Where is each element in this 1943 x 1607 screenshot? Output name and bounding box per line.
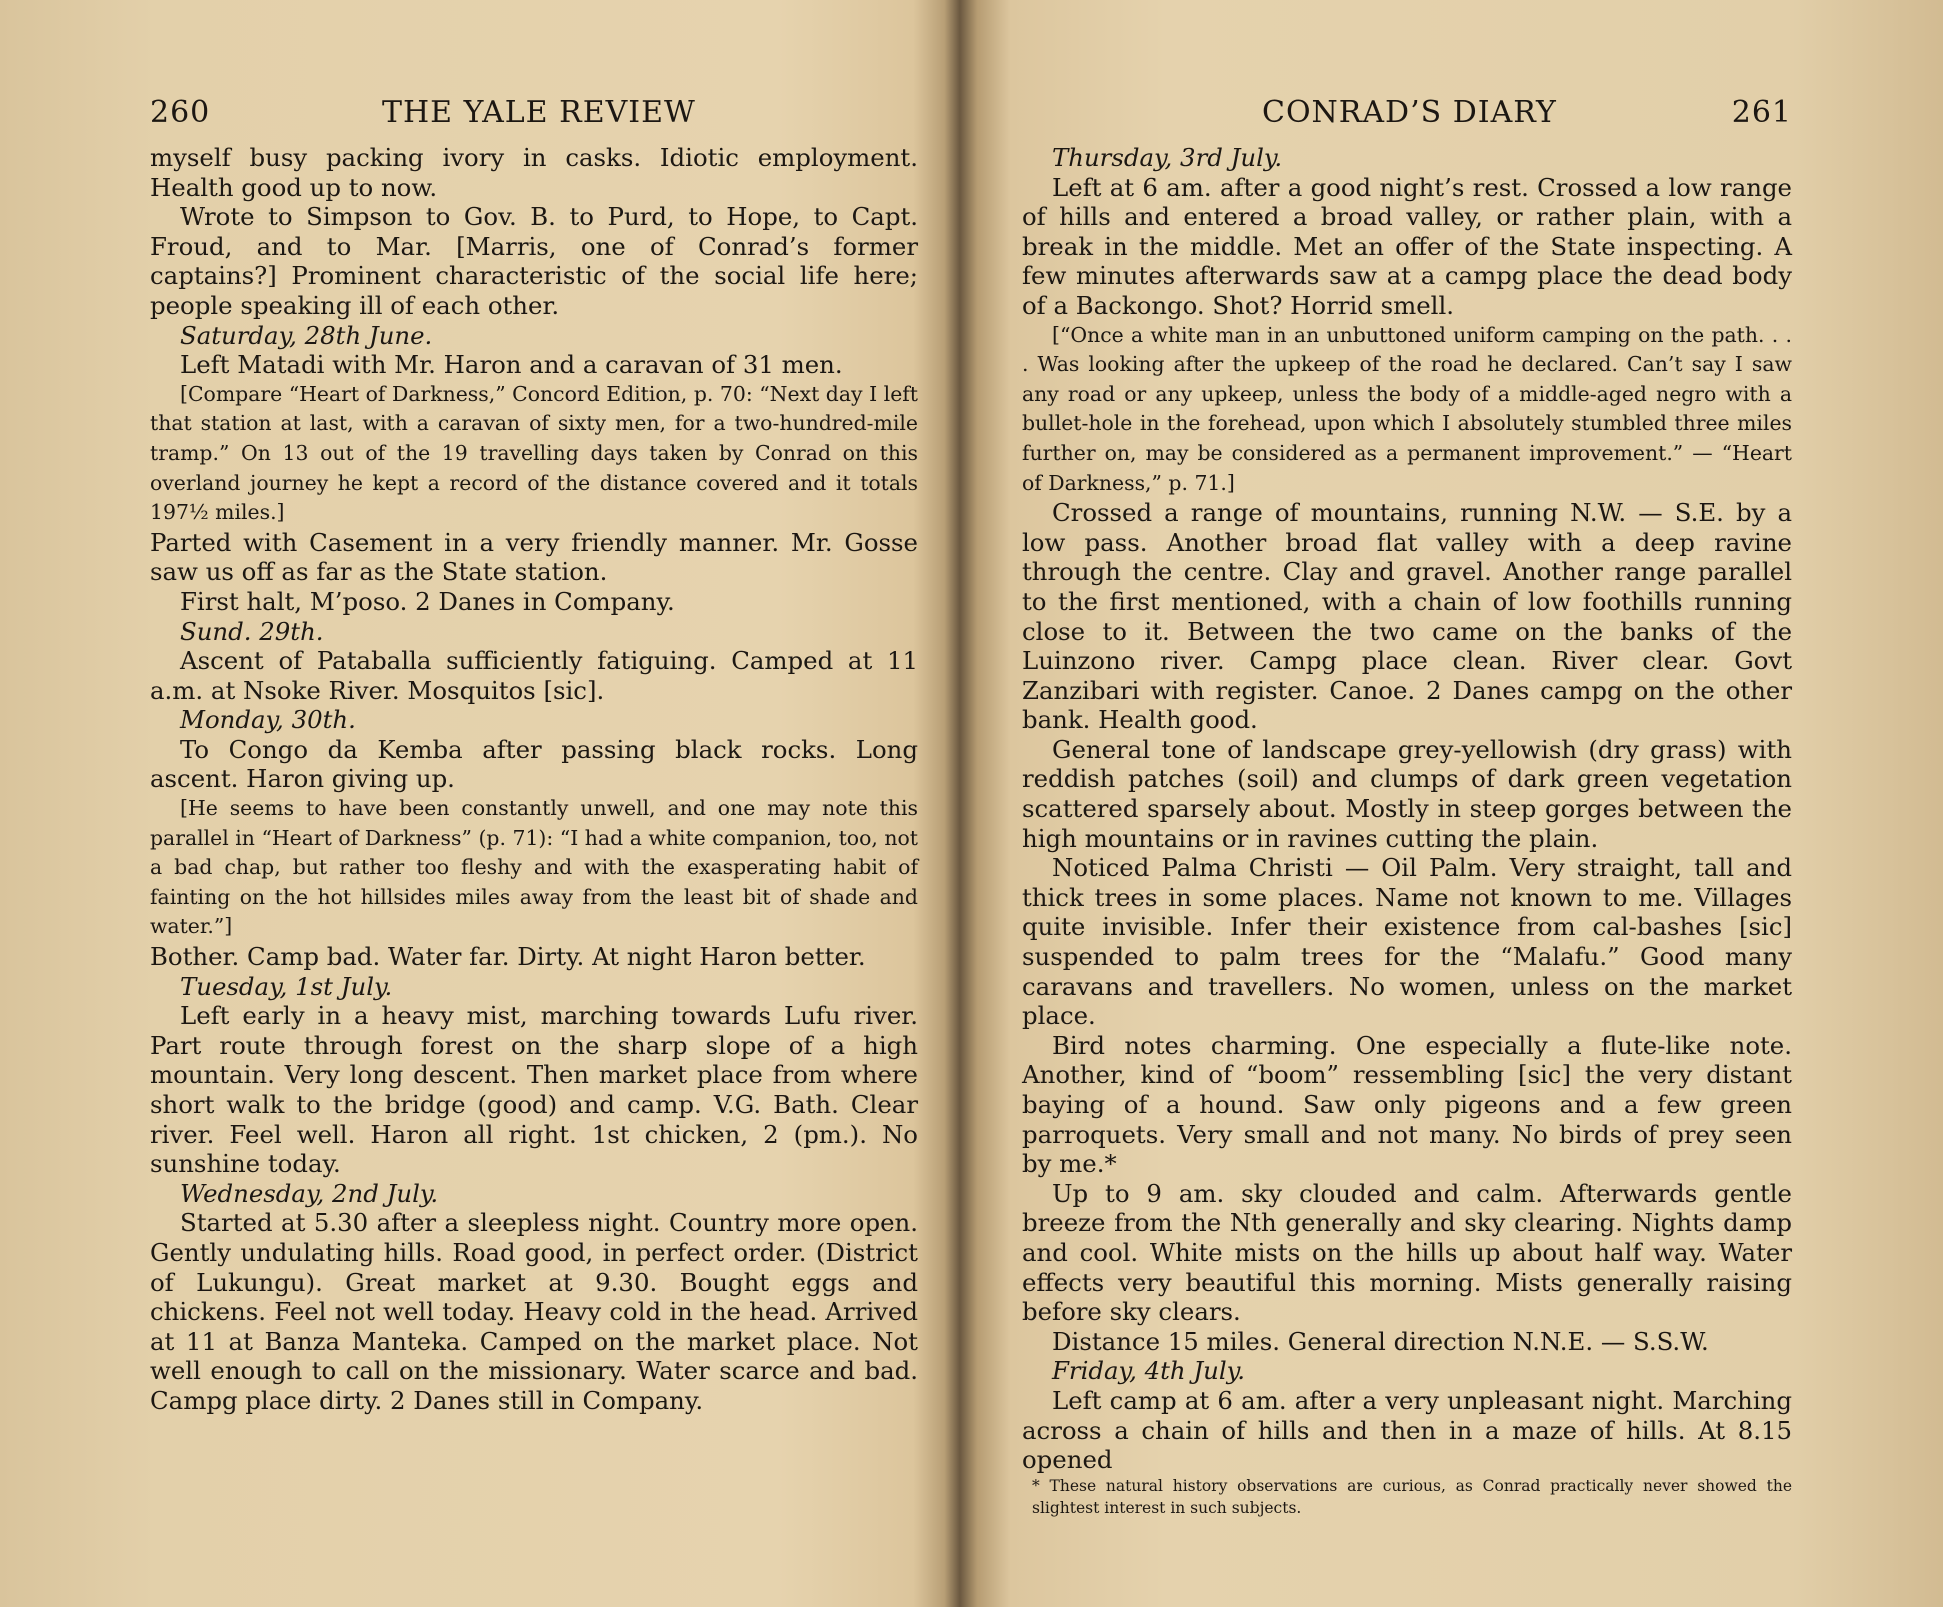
right-page: [1022, 95, 1792, 1519]
running-header-right: [1022, 95, 1792, 143]
running-head: THE YALE REVIEW: [382, 95, 696, 130]
paragraph: First halt, M’poso. 2 Danes in Company.: [180, 586, 675, 616]
paragraph: General tone of landscape grey-yellowish (dry grass) with reddish patches (soil) and clumps of dark green vegetation scattered sparsely about. Mostly in steep gorges between the high mountains or in ravines cutting the plain.: [1022, 734, 1792, 853]
page-body-left: [150, 143, 918, 1416]
paragraph: Wrote to Simpson to Gov. B. to Purd, to Hope, to Capt. Froud, and to Mar. [Marris, one of Conrad’s former captains?] Prominent characteristic of the social life here; people speaking ill of each other.: [150, 202, 918, 320]
page-number: 261: [1731, 95, 1792, 130]
paragraph: Bird notes charming. One especially a flute-like note. Another, kind of “boom” ressembling [sic] the very distant baying of a hound. Saw only pigeons and a few green parroquets. Very small and not many. No birds of prey seen by me.*: [1022, 1030, 1792, 1179]
editorial-note: [He seems to have been constantly unwell, and one may note this parallel in “Heart of Darkness” (p. 71): “I had a white companion, too, not a bad chap, but rather too fleshy and with the exasperating habit of fainting on the hot hillsides miles away from the least bit of shade and water.”]: [150, 796, 918, 939]
page-number: 260: [150, 95, 211, 130]
date-heading: Friday, 4th July.: [1052, 1356, 1245, 1386]
page-body-right: [1022, 143, 1792, 1519]
date-heading: Tuesday, 1st July.: [180, 971, 393, 1001]
date-heading: Thursday, 3rd July.: [1052, 143, 1283, 172]
paragraph: Started at 5.30 after a sleepless night. Country more open. Gently undulating hills. Road good, in perfect order. (District of Lukungu). Great market at 9.30. Bought eggs and chickens. Feel not well today. Heavy cold in the head. Arrived at 11 at Banza Manteka. Camped on the market place. Not well enough to call on the missionary. Water scarce and bad. Campg place dirty. 2 Danes still in Company.: [150, 1208, 918, 1415]
paragraph: Left at 6 am. after a good night’s rest. Crossed a low range of hills and entered a broad valley, or rather plain, with a break in the middle. Met an offer of the State inspecting. A few minutes afterwards saw at a campg place the dead body of a Backongo. Shot? Horrid smell.: [1022, 172, 1792, 320]
paragraph: Left Matadi with Mr. Haron and a caravan of 31 men.: [180, 350, 843, 380]
editorial-note: [“Once a white man in an unbuttoned uniform camping on the path. . . . Was looking after the upkeep of the road he declared. Can’t say I saw any road or any upkeep, unless the body of a middle-aged negro with a bullet-hole in the forehead, upon which I absolutely stumbled three miles further on, may be considered as a permanent improvement.” — “Heart of Darkness,” p. 71.]: [1022, 322, 1792, 495]
editorial-note: [Compare “Heart of Darkness,” Concord Edition, p. 70: “Next day I left that station at last, with a caravan of sixty men, for a two-hundred-mile tramp.” On 13 out of the 19 travelling days taken by Conrad on this overland journey he kept a record of the distance covered and it totals 197½ miles.]: [150, 381, 918, 525]
paragraph: Bother. Camp bad. Water far. Dirty. At night Haron better.: [150, 942, 866, 972]
date-heading: Saturday, 28th June.: [180, 320, 433, 350]
paragraph: Ascent of Pataballa sufficiently fatiguing. Camped at 11 a.m. at Nsoke River. Mosquitos [sic].: [150, 646, 918, 705]
paragraph: To Congo da Kemba after passing black rocks. Long ascent. Haron giving up.: [150, 734, 918, 794]
date-heading: Monday, 30th.: [180, 705, 356, 735]
paragraph: Distance 15 miles. General direction N.N.E. — S.S.W.: [1052, 1326, 1709, 1356]
paragraph: Left early in a heavy mist, marching towards Lufu river. Part route through forest on the sharp slope of a high mountain. Very long descent. Then market place from where short walk to the bridge (good) and camp. V.G. Bath. Clear river. Feel well. Haron all right. 1st chicken, 2 (pm.). No sunshine today.: [150, 1001, 918, 1179]
paragraph: Parted with Casement in a very friendly manner. Mr. Gosse saw us off as far as the State station.: [150, 527, 918, 587]
footnote: * These natural history observations are curious, as Conrad practically never showed the slightest interest in such subjects.: [1032, 1476, 1792, 1517]
paragraph: myself busy packing ivory in casks. Idiotic employment. Health good up to now.: [150, 143, 918, 202]
date-heading: Wednesday, 2nd July.: [180, 1178, 439, 1208]
paragraph: Crossed a range of mountains, running N.W. — S.E. by a low pass. Another broad flat valley with a deep ravine through the centre. Clay and gravel. Another range parallel to the first mentioned, with a chain of low foothills running close to it. Between the two came on the banks of the Luinzono river. Campg place clean. River clear. Govt Zanzibari with register. Canoe. 2 Danes campg on the other bank. Health good.: [1022, 498, 1792, 735]
paragraph: Left camp at 6 am. after a very unpleasant night. Marching across a chain of hills and then in a maze of hills. At 8.15 opened: [1022, 1385, 1792, 1475]
date-heading: Sund. 29th.: [180, 616, 324, 646]
running-head: CONRAD’S DIARY: [1262, 95, 1557, 130]
left-page: [150, 95, 918, 1416]
paragraph: Noticed Palma Christi — Oil Palm. Very straight, tall and thick trees in some places. Name not known to me. Villages quite invisible. Infer their existence from cal-bashes [sic] suspended to palm trees for the “Malafu.” Good many caravans and travellers. No women, unless on the market place.: [1022, 853, 1792, 1031]
running-header-left: [150, 95, 918, 143]
paragraph: Up to 9 am. sky clouded and calm. Afterwards gentle breeze from the Nth generally and sky clearing. Nights damp and cool. White mists on the hills up about half way. Water effects very beautiful this morning. Mists generally raising before sky clears.: [1022, 1178, 1792, 1327]
